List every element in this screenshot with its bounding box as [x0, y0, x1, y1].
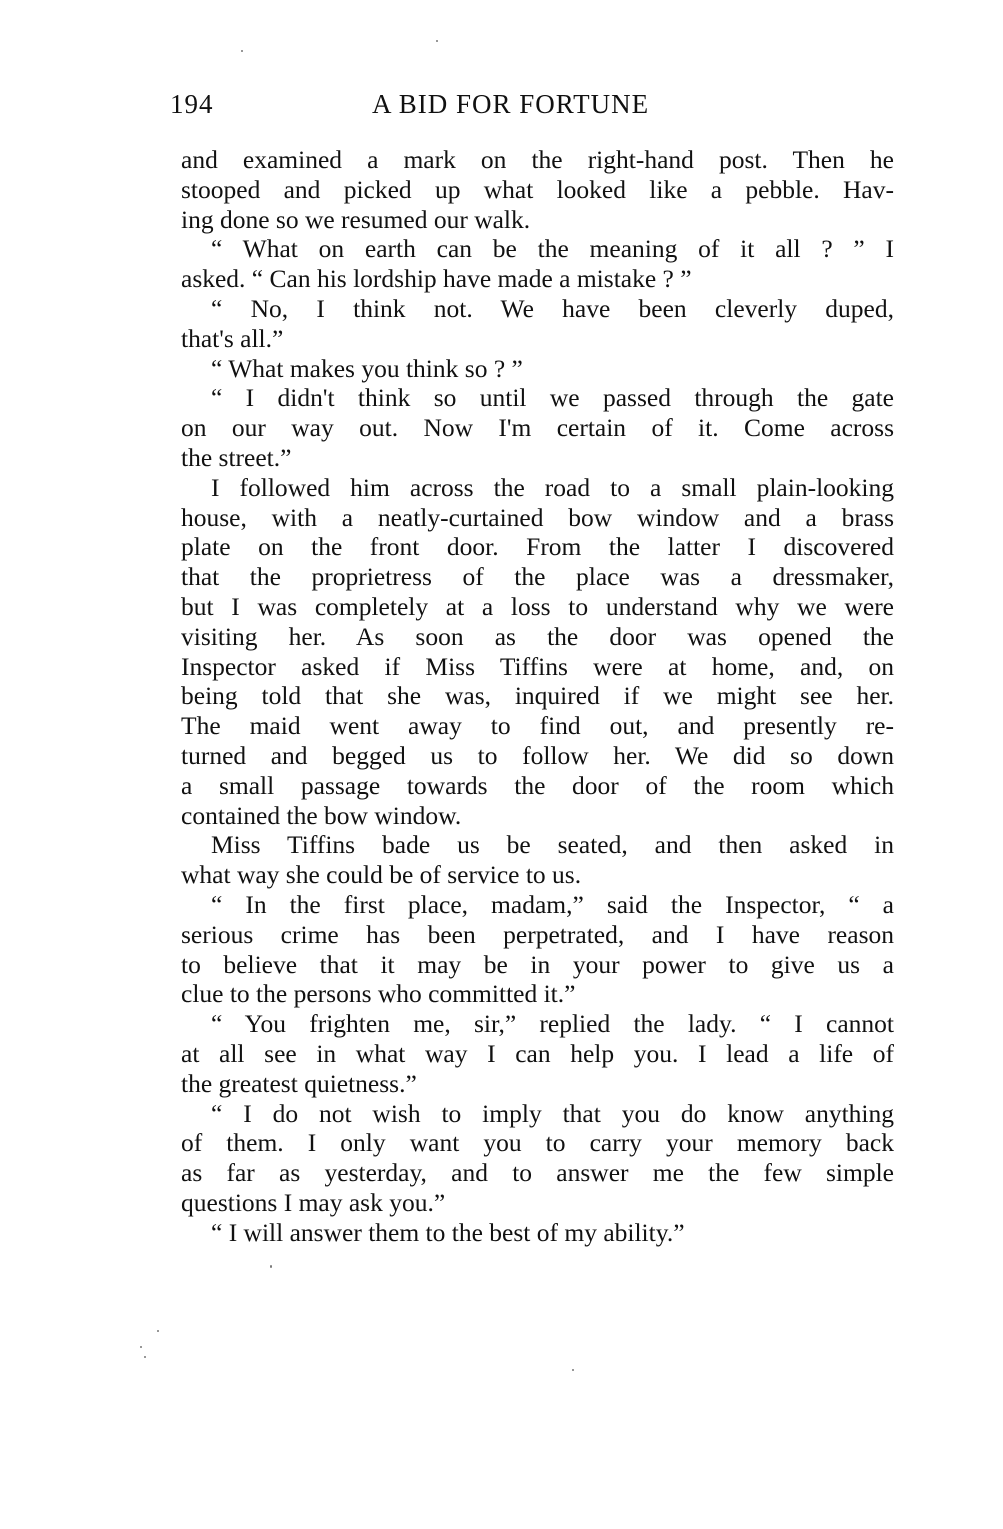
page-header	[170, 84, 900, 124]
text-line: The maid went away to find out, and presently re-	[181, 711, 894, 741]
text-line: turned and begged us to follow her. We did so down	[181, 740, 894, 770]
text-line: of them. I only want you to carry your memory back	[181, 1128, 894, 1158]
text-line: clue to the persons who committed it.”	[181, 979, 576, 1009]
text-line: Inspector asked if Miss Tiffins were at home, and, on	[181, 651, 894, 681]
text-line: that the proprietress of the place was a dressmaker,	[181, 562, 894, 592]
text-line: visiting her. As soon as the door was opened the	[181, 621, 894, 651]
body-text	[181, 145, 894, 1247]
text-line: plate on the front door. From the latter I discovered	[181, 532, 894, 562]
print-speck	[572, 1369, 574, 1371]
text-line: “ No, I think not. We have been cleverly duped,	[211, 293, 894, 323]
print-speck	[436, 40, 438, 42]
text-line: the street.”	[181, 442, 292, 472]
text-line: stooped and picked up what looked like a pebble. Hav-	[181, 174, 894, 204]
text-line: “ I do not wish to imply that you do know anything	[211, 1098, 894, 1128]
text-line: the greatest quietness.”	[181, 1068, 417, 1098]
print-speck	[140, 1346, 142, 1348]
text-line: and examined a mark on the right-hand post. Then he	[181, 145, 894, 174]
text-line: what way she could be of service to us.	[181, 860, 582, 890]
text-line: “ You frighten me, sir,” replied the lady. “ I cannot	[211, 1009, 894, 1039]
text-line: serious crime has been perpetrated, and I have reason	[181, 919, 894, 949]
print-speck	[270, 1265, 272, 1268]
page-number: 194	[170, 89, 214, 119]
text-line: “ What makes you think so ? ”	[211, 353, 523, 383]
print-speck	[241, 50, 243, 52]
text-line: that's all.”	[181, 323, 284, 353]
print-speck	[144, 1356, 146, 1358]
text-line: ing done so we resumed our walk.	[181, 204, 531, 234]
text-line: “ I will answer them to the best of my ability.”	[211, 1217, 685, 1247]
text-line: being told that she was, inquired if we might see her.	[181, 681, 894, 711]
text-line: a small passage towards the door of the room which	[181, 770, 894, 800]
text-line: “ What on earth can be the meaning of it all ? ” I	[211, 234, 894, 264]
text-line: contained the bow window.	[181, 800, 462, 830]
text-line: “ In the first place, madam,” said the Inspector, “ a	[211, 889, 894, 919]
text-line: but I was completely at a loss to understand why we were	[181, 591, 894, 621]
text-line: house, with a neatly-curtained bow window and a brass	[181, 502, 894, 532]
text-line: to believe that it may be in your power to give us a	[181, 949, 894, 979]
text-line: questions I may ask you.”	[181, 1187, 446, 1217]
text-line: on our way out. Now I'm certain of it. Come across	[181, 413, 894, 443]
text-line: at all see in what way I can help you. I lead a life of	[181, 1038, 894, 1068]
text-line: asked. “ Can his lordship have made a mistake ? ”	[181, 264, 692, 294]
text-line: “ I didn't think so until we passed through the gate	[211, 383, 894, 413]
text-line: Miss Tiffins bade us be seated, and then asked in	[211, 830, 894, 860]
print-speck	[157, 1330, 159, 1332]
running-title: A BID FOR FORTUNE	[372, 89, 650, 119]
text-line: as far as yesterday, and to answer me the few simple	[181, 1158, 894, 1188]
text-line: I followed him across the road to a small plain-looking	[211, 472, 894, 502]
